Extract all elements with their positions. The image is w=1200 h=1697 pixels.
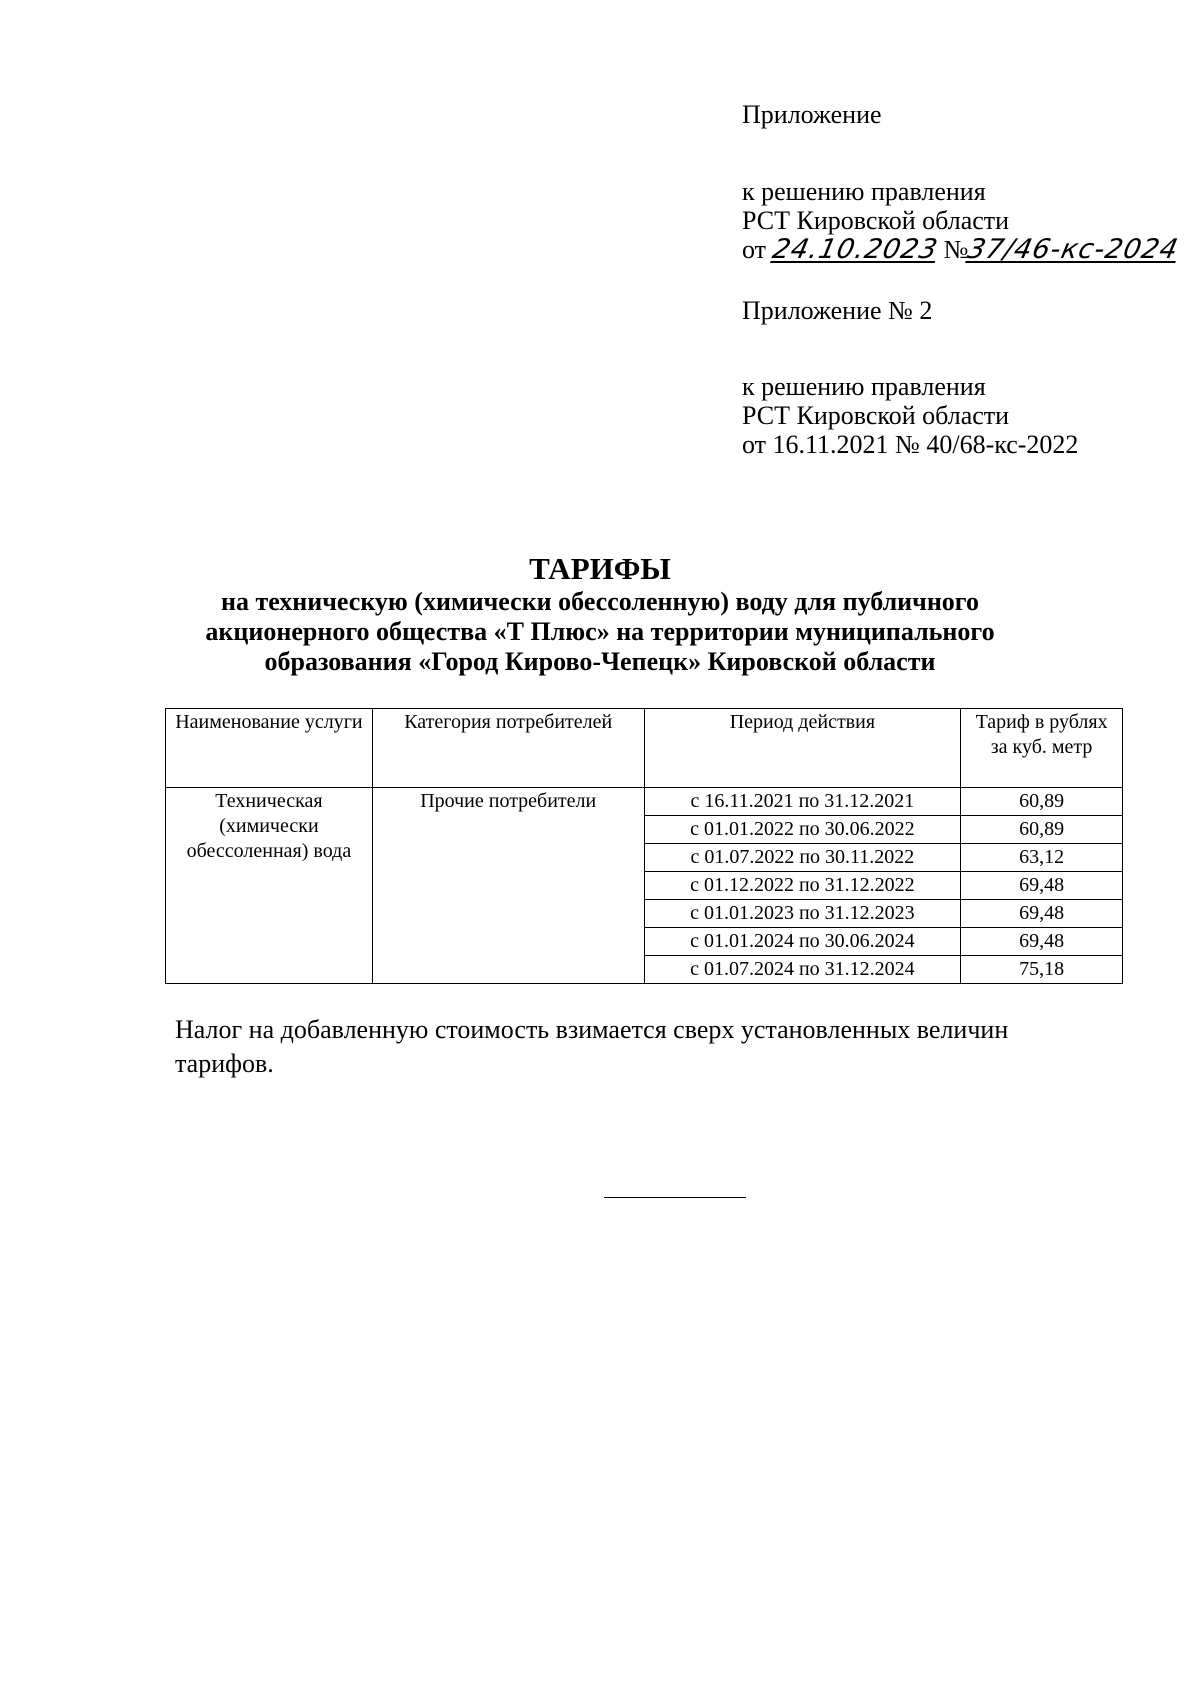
header-period: Период действия <box>644 709 961 788</box>
tariff-cell: 75,18 <box>961 956 1123 984</box>
appendix-2-header <box>742 296 1078 459</box>
period-cell: с 01.07.2024 по 31.12.2024 <box>644 956 961 984</box>
from-label: от <box>742 235 767 264</box>
header-tariff: Тариф в рублях за куб. метр <box>961 709 1123 788</box>
header-category: Категория потребителей <box>372 709 644 788</box>
title-line-3: образования «Город Кирово-Чепецк» Кировской области <box>264 647 936 676</box>
service-cell: Техническая (химически обессоленная) вода <box>166 788 373 984</box>
appendix-2-line-1: к решению правления <box>742 372 986 401</box>
number-label: № <box>943 235 969 264</box>
table-row <box>166 788 1123 816</box>
tariff-cell: 60,89 <box>961 816 1123 844</box>
handwritten-date: 24.10.2023 <box>769 234 941 265</box>
closing-divider <box>604 1197 746 1198</box>
title-line-2: акционерного общества «Т Плюс» на территории муниципального <box>205 617 995 646</box>
tariffs-table <box>165 708 1123 984</box>
period-cell: с 01.12.2022 по 31.12.2022 <box>644 872 961 900</box>
appendix-1-decision-line <box>742 234 1182 265</box>
handwritten-number: 37/46-кс-2024 <box>965 234 1182 265</box>
appendix-2-line-2: РСТ Кировской области <box>742 401 1010 430</box>
title-line-1: на техническую (химически обессоленную) воду для публичного <box>221 587 979 616</box>
vat-note: Налог на добавленную стоимость взимается сверх установленных величин тарифов. <box>175 1015 1009 1078</box>
period-cell: с 16.11.2021 по 31.12.2021 <box>644 788 961 816</box>
period-cell: с 01.07.2022 по 30.11.2022 <box>644 844 961 872</box>
period-cell: с 01.01.2023 по 31.12.2023 <box>644 900 961 928</box>
document-title <box>0 551 1200 677</box>
category-cell: Прочие потребители <box>372 788 644 984</box>
appendix-1-header <box>742 100 1182 265</box>
appendix-2-line-3: от 16.11.2021 № 40/68-кс-2022 <box>742 430 1079 459</box>
appendix-1-line-1: к решению правления <box>742 177 986 206</box>
title-heading: ТАРИФЫ <box>529 551 671 586</box>
table-header-row <box>166 709 1123 788</box>
header-service: Наименование услуги <box>166 709 373 788</box>
tariff-cell: 69,48 <box>961 872 1123 900</box>
period-cell: с 01.01.2022 по 30.06.2022 <box>644 816 961 844</box>
tariff-cell: 63,12 <box>961 844 1123 872</box>
tariff-cell: 69,48 <box>961 928 1123 956</box>
tariff-cell: 60,89 <box>961 788 1123 816</box>
period-cell: с 01.01.2024 по 30.06.2024 <box>644 928 961 956</box>
tariff-cell: 69,48 <box>961 900 1123 928</box>
appendix-2-title: Приложение № 2 <box>742 296 933 325</box>
appendix-1-line-2: РСТ Кировской области <box>742 206 1010 235</box>
appendix-1-title: Приложение <box>742 100 882 129</box>
